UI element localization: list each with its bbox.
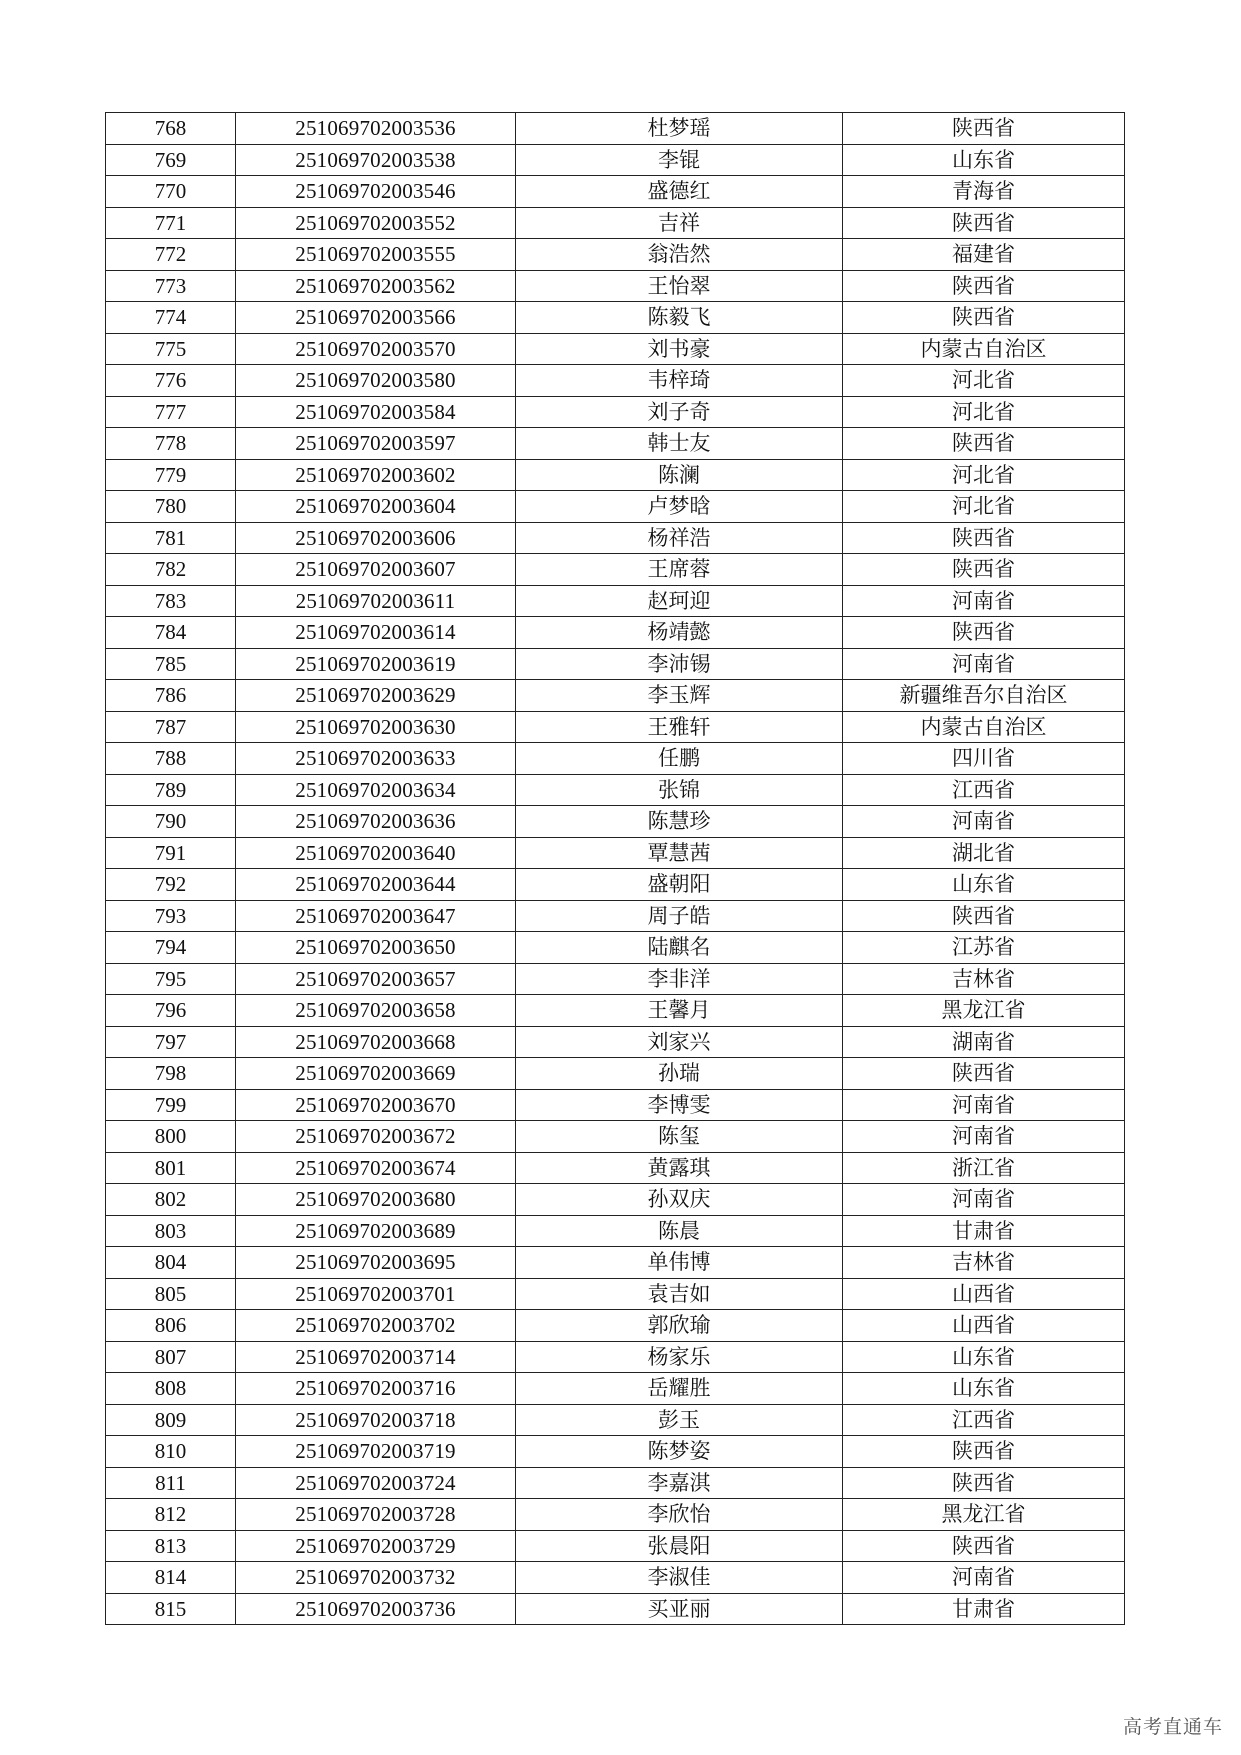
table-row (106, 1247, 1125, 1279)
province-cell: 山东省 (843, 869, 1125, 901)
province-cell: 河南省 (843, 1121, 1125, 1153)
table-row (106, 932, 1125, 964)
exam-id-cell: 251069702003650 (236, 932, 516, 964)
exam-id-cell: 251069702003566 (236, 302, 516, 334)
exam-id-cell: 251069702003606 (236, 522, 516, 554)
exam-id-cell: 251069702003546 (236, 176, 516, 208)
province-cell: 河南省 (843, 806, 1125, 838)
student-name-cell: 孙瑞 (516, 1058, 843, 1090)
row-number-cell: 789 (106, 774, 236, 806)
province-cell: 吉林省 (843, 1247, 1125, 1279)
table-row (106, 1562, 1125, 1594)
exam-id-cell: 251069702003680 (236, 1184, 516, 1216)
table-row (106, 806, 1125, 838)
student-name-cell: 陈玺 (516, 1121, 843, 1153)
exam-id-cell: 251069702003634 (236, 774, 516, 806)
row-number-cell: 785 (106, 648, 236, 680)
province-cell: 陕西省 (843, 900, 1125, 932)
row-number-cell: 770 (106, 176, 236, 208)
exam-id-cell: 251069702003669 (236, 1058, 516, 1090)
province-cell: 陕西省 (843, 522, 1125, 554)
row-number-cell: 787 (106, 711, 236, 743)
exam-id-cell: 251069702003695 (236, 1247, 516, 1279)
province-cell: 陕西省 (843, 1436, 1125, 1468)
table-row (106, 113, 1125, 145)
row-number-cell: 768 (106, 113, 236, 145)
table-row (106, 1373, 1125, 1405)
student-name-cell: 陈毅飞 (516, 302, 843, 334)
student-name-cell: 王馨月 (516, 995, 843, 1027)
province-cell: 甘肃省 (843, 1215, 1125, 1247)
table-row (106, 176, 1125, 208)
row-number-cell: 800 (106, 1121, 236, 1153)
exam-id-cell: 251069702003552 (236, 207, 516, 239)
exam-id-cell: 251069702003718 (236, 1404, 516, 1436)
province-cell: 山东省 (843, 1341, 1125, 1373)
exam-id-cell: 251069702003602 (236, 459, 516, 491)
student-name-cell: 岳耀胜 (516, 1373, 843, 1405)
row-number-cell: 794 (106, 932, 236, 964)
row-number-cell: 775 (106, 333, 236, 365)
table-row (106, 459, 1125, 491)
student-name-cell: 李淑佳 (516, 1562, 843, 1594)
exam-id-cell: 251069702003701 (236, 1278, 516, 1310)
exam-id-cell: 251069702003728 (236, 1499, 516, 1531)
row-number-cell: 797 (106, 1026, 236, 1058)
student-name-cell: 王雅轩 (516, 711, 843, 743)
table-row (106, 1278, 1125, 1310)
row-number-cell: 786 (106, 680, 236, 712)
student-name-cell: 盛朝阳 (516, 869, 843, 901)
province-cell: 青海省 (843, 176, 1125, 208)
row-number-cell: 791 (106, 837, 236, 869)
province-cell: 陕西省 (843, 617, 1125, 649)
student-name-cell: 周子皓 (516, 900, 843, 932)
table-row (106, 239, 1125, 271)
row-number-cell: 803 (106, 1215, 236, 1247)
table-row (106, 302, 1125, 334)
student-name-cell: 赵珂迎 (516, 585, 843, 617)
table-row (106, 1152, 1125, 1184)
exam-id-cell: 251069702003657 (236, 963, 516, 995)
student-name-cell: 王怡翠 (516, 270, 843, 302)
exam-id-cell: 251069702003636 (236, 806, 516, 838)
exam-id-cell: 251069702003732 (236, 1562, 516, 1594)
student-name-cell: 翁浩然 (516, 239, 843, 271)
table-row (106, 1310, 1125, 1342)
student-name-cell: 买亚丽 (516, 1593, 843, 1625)
province-cell: 新疆维吾尔自治区 (843, 680, 1125, 712)
exam-id-cell: 251069702003619 (236, 648, 516, 680)
exam-id-cell: 251069702003633 (236, 743, 516, 775)
student-name-cell: 李玉辉 (516, 680, 843, 712)
exam-id-cell: 251069702003716 (236, 1373, 516, 1405)
province-cell: 河南省 (843, 648, 1125, 680)
student-name-cell: 任鹏 (516, 743, 843, 775)
admission-list-table (105, 112, 1125, 1625)
exam-id-cell: 251069702003570 (236, 333, 516, 365)
exam-id-cell: 251069702003674 (236, 1152, 516, 1184)
student-name-cell: 杨家乐 (516, 1341, 843, 1373)
province-cell: 江西省 (843, 1404, 1125, 1436)
province-cell: 湖北省 (843, 837, 1125, 869)
exam-id-cell: 251069702003736 (236, 1593, 516, 1625)
table-row (106, 554, 1125, 586)
exam-id-cell: 251069702003604 (236, 491, 516, 523)
exam-id-cell: 251069702003629 (236, 680, 516, 712)
table-row (106, 743, 1125, 775)
row-number-cell: 795 (106, 963, 236, 995)
table-row (106, 1184, 1125, 1216)
row-number-cell: 804 (106, 1247, 236, 1279)
student-name-cell: 陈慧珍 (516, 806, 843, 838)
table-row (106, 144, 1125, 176)
table-row (106, 995, 1125, 1027)
exam-id-cell: 251069702003644 (236, 869, 516, 901)
table-row (106, 900, 1125, 932)
exam-id-cell: 251069702003555 (236, 239, 516, 271)
province-cell: 河北省 (843, 459, 1125, 491)
student-name-cell: 黄露琪 (516, 1152, 843, 1184)
student-name-cell: 李博雯 (516, 1089, 843, 1121)
province-cell: 山东省 (843, 1373, 1125, 1405)
province-cell: 陕西省 (843, 207, 1125, 239)
province-cell: 江苏省 (843, 932, 1125, 964)
student-name-cell: 杜梦瑶 (516, 113, 843, 145)
row-number-cell: 776 (106, 365, 236, 397)
province-cell: 山西省 (843, 1310, 1125, 1342)
exam-id-cell: 251069702003614 (236, 617, 516, 649)
province-cell: 陕西省 (843, 1530, 1125, 1562)
table-row (106, 428, 1125, 460)
watermark: 高考直通车 (1122, 1716, 1223, 1738)
student-name-cell: 李沛锡 (516, 648, 843, 680)
student-name-cell: 覃慧茜 (516, 837, 843, 869)
student-name-cell: 韦梓琦 (516, 365, 843, 397)
student-name-cell: 卢梦晗 (516, 491, 843, 523)
table-row (106, 1058, 1125, 1090)
row-number-cell: 796 (106, 995, 236, 1027)
row-number-cell: 807 (106, 1341, 236, 1373)
student-name-cell: 刘书豪 (516, 333, 843, 365)
table-row (106, 1404, 1125, 1436)
student-name-cell: 韩士友 (516, 428, 843, 460)
student-name-cell: 杨祥浩 (516, 522, 843, 554)
exam-id-cell: 251069702003562 (236, 270, 516, 302)
exam-id-cell: 251069702003729 (236, 1530, 516, 1562)
table-row (106, 1089, 1125, 1121)
student-name-cell: 袁吉如 (516, 1278, 843, 1310)
province-cell: 福建省 (843, 239, 1125, 271)
exam-id-cell: 251069702003536 (236, 113, 516, 145)
row-number-cell: 769 (106, 144, 236, 176)
table-body (106, 113, 1125, 1625)
exam-id-cell: 251069702003702 (236, 1310, 516, 1342)
province-cell: 甘肃省 (843, 1593, 1125, 1625)
exam-id-cell: 251069702003668 (236, 1026, 516, 1058)
province-cell: 河南省 (843, 585, 1125, 617)
row-number-cell: 799 (106, 1089, 236, 1121)
student-name-cell: 盛德红 (516, 176, 843, 208)
row-number-cell: 788 (106, 743, 236, 775)
table-row (106, 270, 1125, 302)
row-number-cell: 772 (106, 239, 236, 271)
exam-id-cell: 251069702003672 (236, 1121, 516, 1153)
row-number-cell: 811 (106, 1467, 236, 1499)
province-cell: 陕西省 (843, 1058, 1125, 1090)
exam-id-cell: 251069702003584 (236, 396, 516, 428)
student-name-cell: 郭欣瑜 (516, 1310, 843, 1342)
table-row (106, 1026, 1125, 1058)
table-row (106, 617, 1125, 649)
row-number-cell: 813 (106, 1530, 236, 1562)
student-name-cell: 陈晨 (516, 1215, 843, 1247)
province-cell: 山东省 (843, 144, 1125, 176)
row-number-cell: 808 (106, 1373, 236, 1405)
table-row (106, 585, 1125, 617)
row-number-cell: 771 (106, 207, 236, 239)
exam-id-cell: 251069702003630 (236, 711, 516, 743)
exam-id-cell: 251069702003611 (236, 585, 516, 617)
province-cell: 陕西省 (843, 1467, 1125, 1499)
province-cell: 内蒙古自治区 (843, 333, 1125, 365)
table-row (106, 396, 1125, 428)
row-number-cell: 784 (106, 617, 236, 649)
student-name-cell: 孙双庆 (516, 1184, 843, 1216)
province-cell: 浙江省 (843, 1152, 1125, 1184)
province-cell: 湖南省 (843, 1026, 1125, 1058)
exam-id-cell: 251069702003719 (236, 1436, 516, 1468)
table-row (106, 1436, 1125, 1468)
row-number-cell: 801 (106, 1152, 236, 1184)
row-number-cell: 780 (106, 491, 236, 523)
province-cell: 四川省 (843, 743, 1125, 775)
row-number-cell: 806 (106, 1310, 236, 1342)
table-row (106, 774, 1125, 806)
exam-id-cell: 251069702003724 (236, 1467, 516, 1499)
student-name-cell: 李锟 (516, 144, 843, 176)
exam-id-cell: 251069702003538 (236, 144, 516, 176)
row-number-cell: 802 (106, 1184, 236, 1216)
row-number-cell: 781 (106, 522, 236, 554)
row-number-cell: 779 (106, 459, 236, 491)
table-row (106, 680, 1125, 712)
province-cell: 内蒙古自治区 (843, 711, 1125, 743)
table-row (106, 491, 1125, 523)
student-name-cell: 单伟博 (516, 1247, 843, 1279)
province-cell: 陕西省 (843, 302, 1125, 334)
province-cell: 河北省 (843, 396, 1125, 428)
exam-id-cell: 251069702003714 (236, 1341, 516, 1373)
table-row (106, 963, 1125, 995)
student-name-cell: 李欣怡 (516, 1499, 843, 1531)
row-number-cell: 810 (106, 1436, 236, 1468)
row-number-cell: 773 (106, 270, 236, 302)
province-cell: 河南省 (843, 1089, 1125, 1121)
province-cell: 河南省 (843, 1562, 1125, 1594)
province-cell: 陕西省 (843, 270, 1125, 302)
student-name-cell: 陈澜 (516, 459, 843, 491)
exam-id-cell: 251069702003640 (236, 837, 516, 869)
exam-id-cell: 251069702003670 (236, 1089, 516, 1121)
exam-id-cell: 251069702003607 (236, 554, 516, 586)
row-number-cell: 809 (106, 1404, 236, 1436)
row-number-cell: 815 (106, 1593, 236, 1625)
table-row (106, 837, 1125, 869)
student-name-cell: 吉祥 (516, 207, 843, 239)
province-cell: 黑龙江省 (843, 1499, 1125, 1531)
province-cell: 陕西省 (843, 113, 1125, 145)
exam-id-cell: 251069702003658 (236, 995, 516, 1027)
table-row (106, 1467, 1125, 1499)
table-row (106, 869, 1125, 901)
student-name-cell: 李嘉淇 (516, 1467, 843, 1499)
exam-id-cell: 251069702003689 (236, 1215, 516, 1247)
province-cell: 河南省 (843, 1184, 1125, 1216)
table-row (106, 522, 1125, 554)
table-row (106, 1121, 1125, 1153)
row-number-cell: 782 (106, 554, 236, 586)
student-name-cell: 刘子奇 (516, 396, 843, 428)
student-name-cell: 彭玉 (516, 1404, 843, 1436)
student-name-cell: 刘家兴 (516, 1026, 843, 1058)
table-row (106, 1341, 1125, 1373)
table-row (106, 1499, 1125, 1531)
province-cell: 黑龙江省 (843, 995, 1125, 1027)
row-number-cell: 792 (106, 869, 236, 901)
province-cell: 河北省 (843, 491, 1125, 523)
province-cell: 江西省 (843, 774, 1125, 806)
exam-id-cell: 251069702003580 (236, 365, 516, 397)
exam-id-cell: 251069702003647 (236, 900, 516, 932)
row-number-cell: 814 (106, 1562, 236, 1594)
row-number-cell: 790 (106, 806, 236, 838)
table-row (106, 1593, 1125, 1625)
province-cell: 吉林省 (843, 963, 1125, 995)
row-number-cell: 783 (106, 585, 236, 617)
row-number-cell: 798 (106, 1058, 236, 1090)
student-name-cell: 陆麒名 (516, 932, 843, 964)
table-row (106, 711, 1125, 743)
row-number-cell: 793 (106, 900, 236, 932)
table-row (106, 365, 1125, 397)
row-number-cell: 774 (106, 302, 236, 334)
student-name-cell: 张晨阳 (516, 1530, 843, 1562)
student-name-cell: 杨靖懿 (516, 617, 843, 649)
province-cell: 陕西省 (843, 554, 1125, 586)
exam-id-cell: 251069702003597 (236, 428, 516, 460)
table-row (106, 648, 1125, 680)
province-cell: 陕西省 (843, 428, 1125, 460)
row-number-cell: 778 (106, 428, 236, 460)
table-row (106, 207, 1125, 239)
table-row (106, 1530, 1125, 1562)
student-name-cell: 王席蓉 (516, 554, 843, 586)
table-row (106, 1215, 1125, 1247)
province-cell: 山西省 (843, 1278, 1125, 1310)
student-name-cell: 李非洋 (516, 963, 843, 995)
table-row (106, 333, 1125, 365)
province-cell: 河北省 (843, 365, 1125, 397)
student-name-cell: 张锦 (516, 774, 843, 806)
row-number-cell: 812 (106, 1499, 236, 1531)
row-number-cell: 805 (106, 1278, 236, 1310)
student-name-cell: 陈梦姿 (516, 1436, 843, 1468)
row-number-cell: 777 (106, 396, 236, 428)
